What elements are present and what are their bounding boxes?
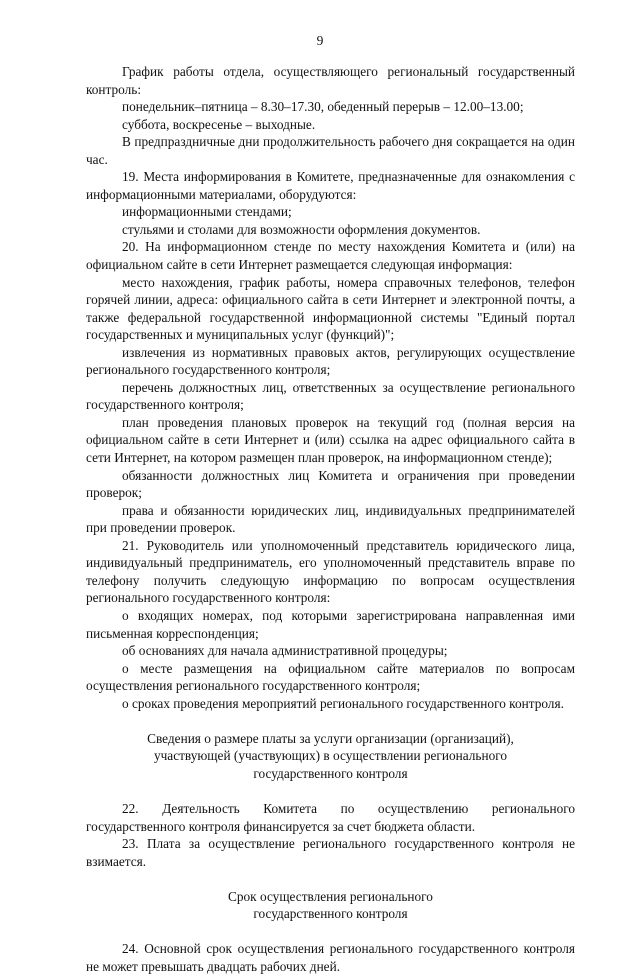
paragraph: понедельник–пятница – 8.30–17.30, обеденный перерыв – 12.00–13.00; <box>122 99 524 115</box>
section-heading <box>86 730 575 783</box>
paragraph: 24. Основной срок осуществления регионального государственного контроля не может превышать двадцать рабочих дней. <box>86 941 575 974</box>
spacer <box>86 870 575 888</box>
paragraph: план проведения плановых проверок на текущий год (полная версия на официальном сайте в сети Интернет и (или) ссылка на адрес официального сайта в сети Интернет, на котором размещен план проверок, на информационном стенде); <box>86 414 575 466</box>
paragraph: обязанности должностных лиц Комитета и ограничения при проведении проверок; <box>86 467 575 501</box>
document-body <box>86 63 575 975</box>
section-heading-line: государственного контроля <box>253 906 408 922</box>
paragraph: 20. На информационном стенде по месту нахождения Комитета и (или) на официальном сайте в сети Интернет размещается следующая информация: <box>86 239 575 273</box>
paragraph: 23. Плата за осуществление регионального государственного контроля не взимается. <box>86 836 575 869</box>
paragraph: о месте размещения на официальном сайте материалов по вопросам осуществления регионального государственного контроля; <box>86 660 575 694</box>
paragraph: График работы отдела, осуществляющего региональный государственный контроль: <box>86 64 575 97</box>
paragraph: 21. Руководитель или уполномоченный представитель юридического лица, индивидуальный предприниматель, его уполномоченный представитель вправе по телефону получить следующую информацию по вопросам осуществления регионального государственного контроля: <box>86 537 575 606</box>
section-heading-line: Срок осуществления регионального <box>228 888 433 904</box>
spacer <box>86 782 575 800</box>
spacer <box>86 923 575 941</box>
paragraph: информационными стендами; <box>122 204 292 220</box>
paragraph: место нахождения, график работы, номера справочных телефонов, телефон горячей линии, адреса: официального сайта в сети Интернет и электронной почты, а также федеральной государственной информационной системы "Единый портал государственных и муниципальных услуг (функций)"; <box>86 274 575 343</box>
paragraph: об основаниях для начала административной процедуры; <box>122 643 448 659</box>
paragraph: В предпраздничные дни продолжительность рабочего дня сокращается на один час. <box>86 134 575 167</box>
paragraph: о входящих номерах, под которыми зарегистрирована направленная ими письменная корреспонденция; <box>86 607 575 641</box>
paragraph: о сроках проведения мероприятий регионального государственного контроля. <box>122 695 564 711</box>
paragraph: 22. Деятельность Комитета по осуществлению регионального государственного контроля финансируется за счет бюджета области. <box>86 800 575 834</box>
section-heading-line: участвующей (участвующих) в осуществлении регионального <box>153 748 508 764</box>
paragraph: извлечения из нормативных правовых актов, регулирующих осуществление регионального государственного контроля; <box>86 344 575 378</box>
paragraph: суббота, воскресенье – выходные. <box>122 116 316 132</box>
paragraph: перечень должностных лиц, ответственных за осуществление регионального государственного контроля; <box>86 379 575 413</box>
section-heading <box>86 888 575 923</box>
paragraph: права и обязанности юридических лиц, индивидуальных предпринимателей при проведении проверок. <box>86 502 575 536</box>
spacer <box>86 712 575 730</box>
paragraph: стульями и столами для возможности оформления документов. <box>122 221 481 237</box>
section-heading-line: Сведения о размере платы за услуги организации (организаций), <box>147 730 514 746</box>
page-number: 9 <box>316 33 324 48</box>
section-heading-line: государственного контроля <box>253 765 408 781</box>
paragraph: 19. Места информирования в Комитете, предназначенные для ознакомления с информационными материалами, оборудуются: <box>86 169 575 202</box>
